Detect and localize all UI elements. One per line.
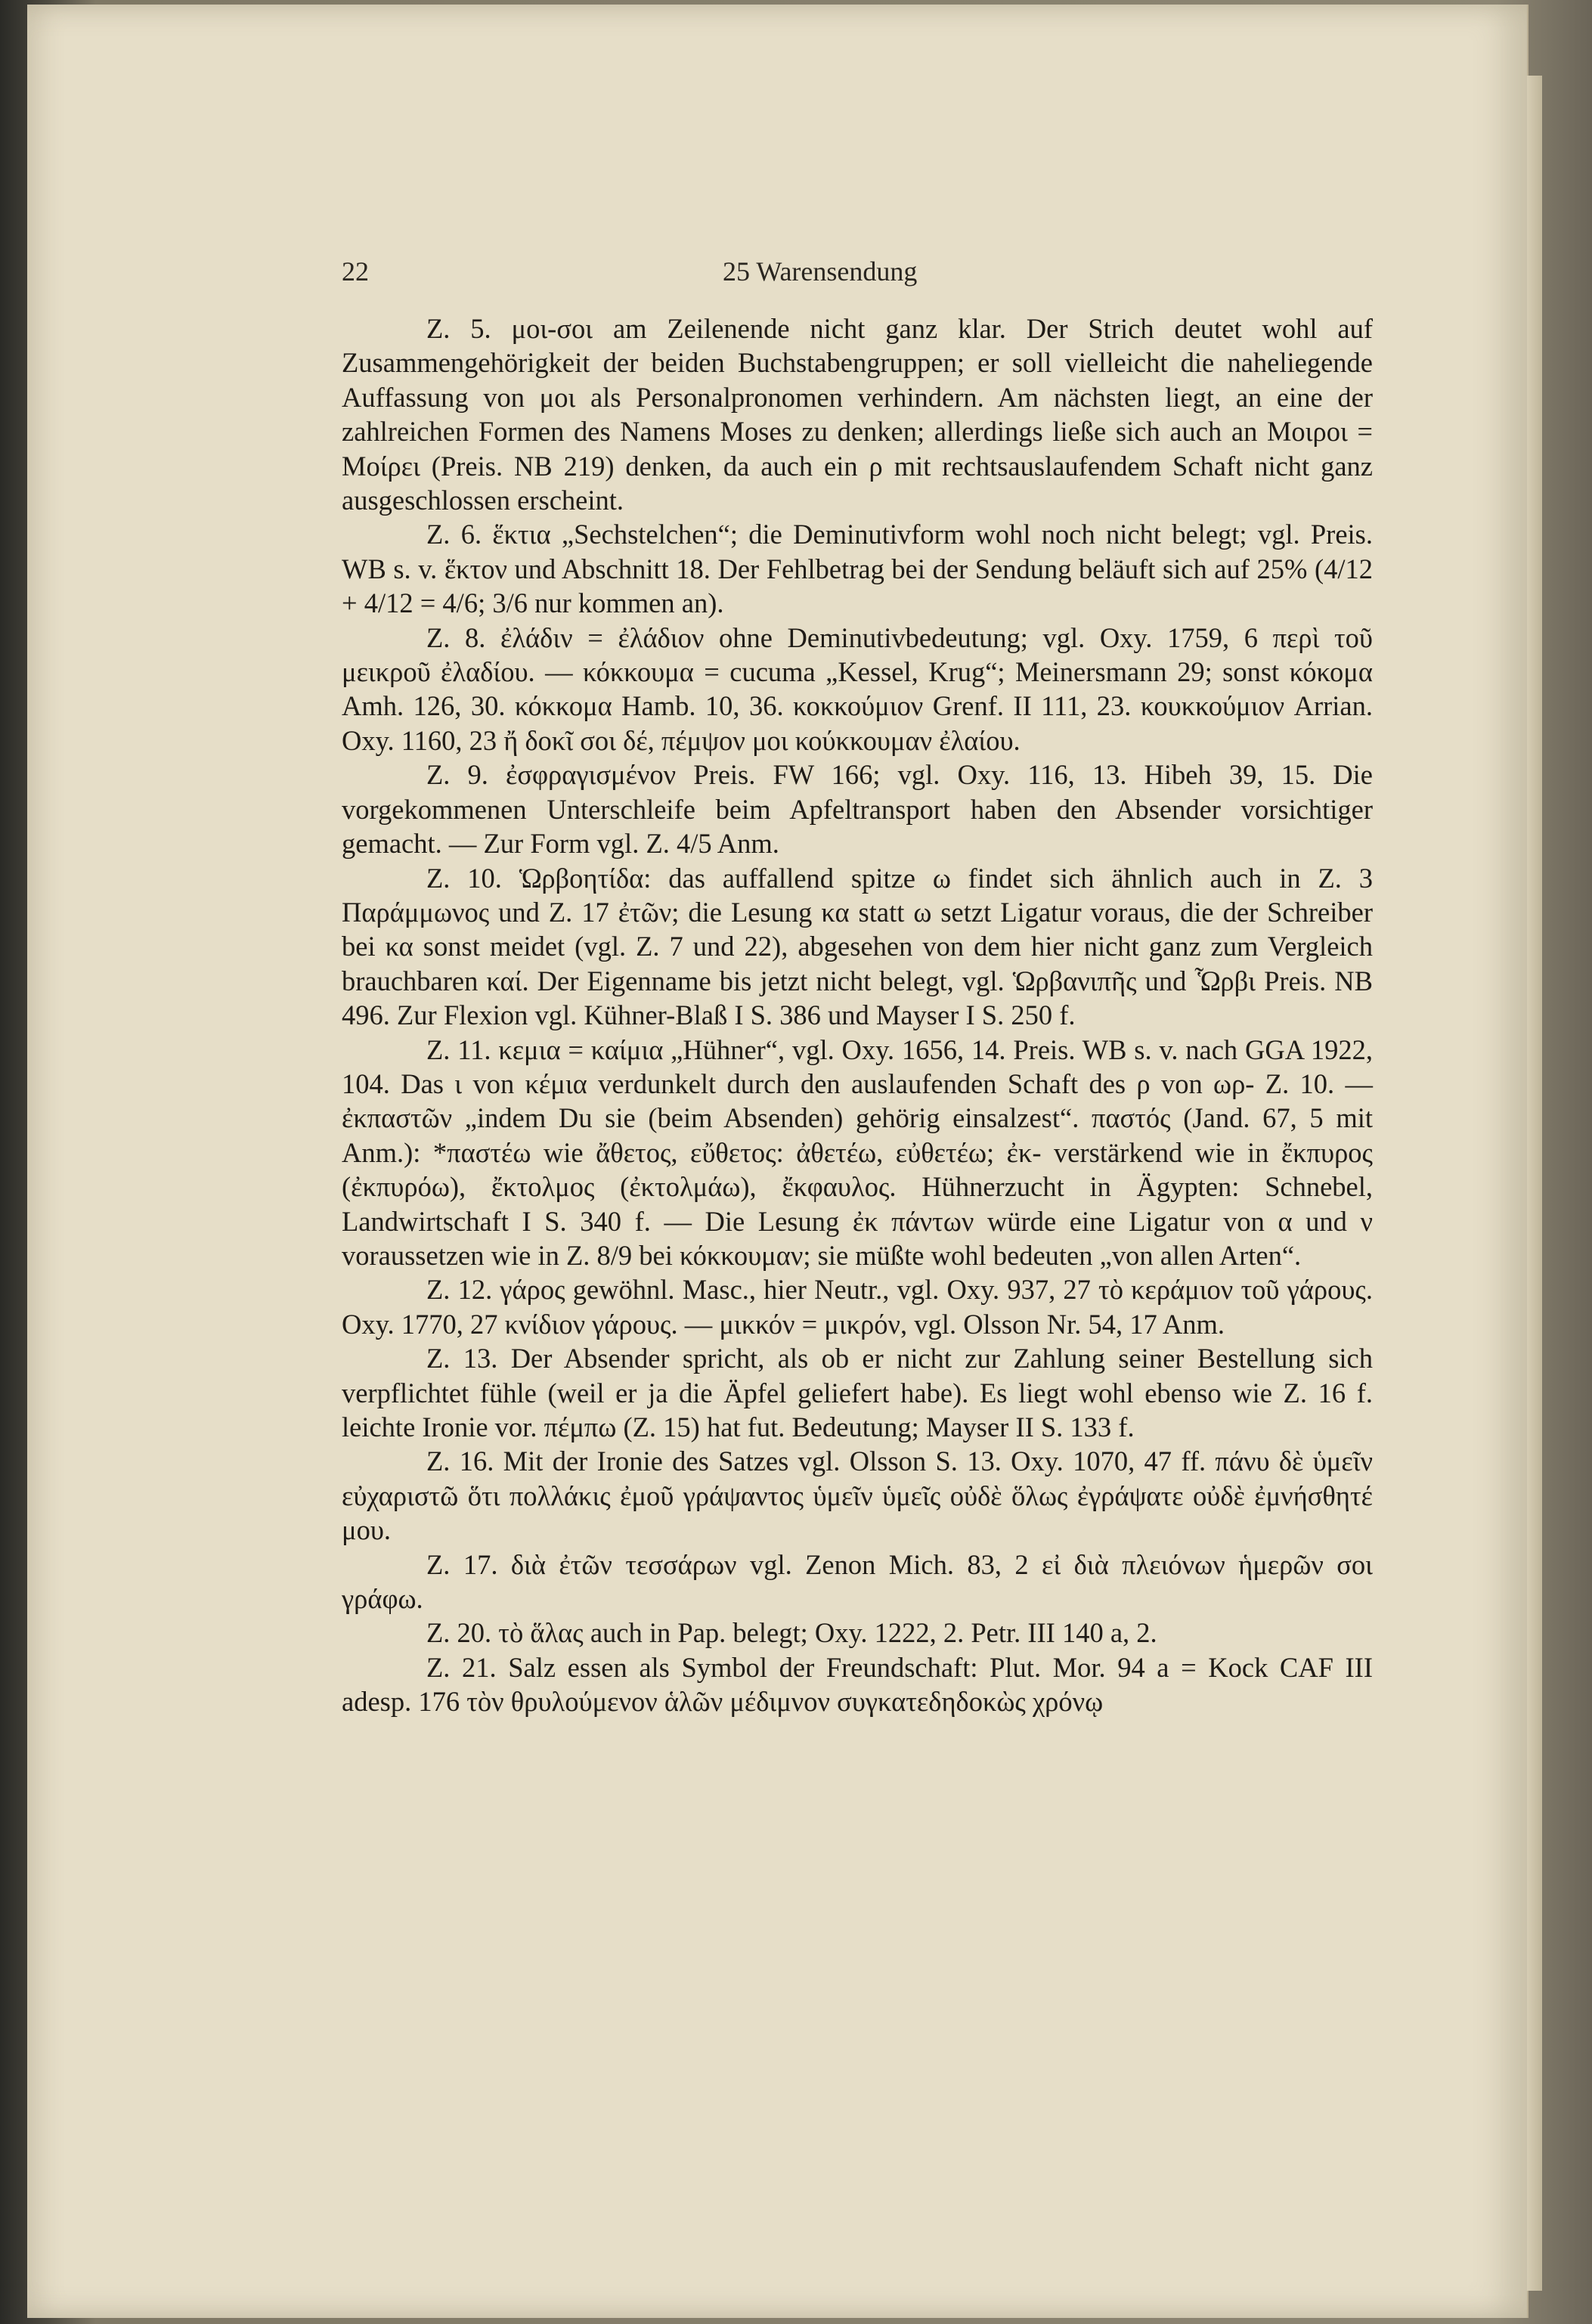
note-z10: Z. 10. Ὡρβοητίδα: das auffallend spitze ω findet sich ähnlich auch in Z. 3 Παράμμωνος und Z. 17 ἐτῶν; die Lesung κα statt ω setzt Ligatur voraus, die der Schreiber bei κα sonst meidet (vgl. Z. 7 und 22), abgesehen von dem hier nicht ganz zum Vergleich brauchbaren καί. Der Eigenname bis jetzt nicht belegt, vgl. Ὡρβανιπῆς und Ὧρβι Preis. NB 496. Zur Flexion vgl. Kühner-Blaß I S. 386 und Mayser I S. 250 f.: [342, 862, 1373, 1031]
commentary-text: [342, 311, 1373, 1719]
note-z20: Z. 20. τὸ ἅλας auch in Pap. belegt; Oxy. 1222, 2. Petr. III 140 a, 2.: [426, 1617, 1157, 1649]
note-z13: Z. 13. Der Absender spricht, als ob er nicht zur Zahlung seiner Bestellung sich verpflichtet fühle (weil er ja die Äpfel geliefert habe). Es liegt wohl ebenso wie Z. 16 f. leichte Ironie vor. πέμπω (Z. 15) hat fut. Bedeutung; Mayser II S. 133 f.: [342, 1343, 1373, 1442]
note-z5: Z. 5. μοι-σοι am Zeilenende nicht ganz klar. Der Strich deutet wohl auf Zusammengehörigkeit der beiden Buchstabengruppen; er soll vielleicht die naheliegende Auffassung von μοι als Personalpronomen verhindern. Am nächsten liegt, an eine der zahlreichen Formen des Namens Moses zu denken; allerdings ließe sich auch an Μοιροι = Μοίρει (Preis. NB 219) denken, da auch ein ρ mit rechtsauslaufendem Schaft nicht ganz ausgeschlossen erscheint.: [342, 313, 1373, 516]
page-number: 22: [342, 256, 369, 287]
note-z12: Z. 12. γάρος gewöhnl. Masc., hier Neutr., vgl. Oxy. 937, 27 τὸ κεράμιον τοῦ γάρους. Oxy. 1770, 27 κνίδιον γάρους. — μικκόν = μικρόν, vgl. Olsson Nr. 54, 17 Anm.: [342, 1274, 1373, 1340]
note-z11: Z. 11. κεμια = καίμια „Hühner“, vgl. Oxy. 1656, 14. Preis. WB s. v. nach GGA 1922, 104. Das ι von κέμια verdunkelt durch den auslaufenden Schaft des ρ von ωρ- Z. 10. — ἐκπαστῶν „indem Du sie (beim Absenden) gehörig einsalzest“. παστός (Jand. 67, 5 mit Anm.): *παστέω wie ἄθετος, εὔθετος: ἀθετέω, εὐθετέω; ἐκ- verstärkend wie in ἔκπυρος (ἐκπυρόω), ἔκτολμος (ἐκτολμάω), ἔκφαυλος. Hühnerzucht in Ägypten: Schnebel, Landwirtschaft I S. 340 f. — Die Lesung ἐκ πάντων würde eine Ligatur von α und ν voraussetzen wie in Z. 8/9 bei κόκκουμαν; sie müßte wohl bedeuten „von allen Arten“.: [342, 1033, 1373, 1271]
note-z8: Z. 8. ἐλάδιν = ἐλάδιον ohne Deminutivbedeutung; vgl. Oxy. 1759, 6 περὶ τοῦ μεικροῦ ἐλαδίου. — κόκκουμα = cucuma „Kessel, Krug“; Meinersmann 29; sonst κόκομα Amh. 126, 30. κόκκομα Hamb. 10, 36. κοκκούμιον Grenf. II 111, 23. κουκκούμιον Arrian. Oxy. 1160, 23 ἤ δοκῖ σοι δέ, πέμψον μοι κούκκουμαν ἐλαίου.: [342, 621, 1373, 756]
note-z21: Z. 21. Salz essen als Symbol der Freundschaft: Plut. Mor. 94 a = Kock CAF III adesp. 176 τὸν θρυλούμενον ἁλῶν μέδιμνον συγκατεδηδοκὼς χρόνῳ: [342, 1651, 1373, 1718]
note-z16: Z. 16. Mit der Ironie des Satzes vgl. Olsson S. 13. Oxy. 1070, 47 ff. πάνυ δὲ ὑμεῖν εὐχαριστῶ ὅτι πολλάκις ἐμοῦ γράψαντος ὑμεῖν ὑμεῖς οὐδὲ ὅλως ἐγράψατε οὐδὲ ἐμνήσθητέ μου.: [342, 1446, 1373, 1546]
next-page-edge: [1527, 76, 1542, 2291]
running-title: 25 Warensendung: [723, 256, 918, 287]
note-z6: Z. 6. ἕκτια „Sechstelchen“; die Deminutivform wohl noch nicht belegt; vgl. Preis. WB s. v. ἕκτον und Abschnitt 18. Der Fehlbetrag bei der Sendung beläuft sich auf 25% (4/12 + 4/12 = 4/6; 3/6 nur kommen an).: [342, 519, 1373, 619]
note-z9: Z. 9. ἐσφραγισμένον Preis. FW 166; vgl. Oxy. 116, 13. Hibeh 39, 15. Die vorgekommenen Unterschleife beim Apfeltransport haben den Absender vorsichtiger gemacht. — Zur Form vgl. Z. 4/5 Anm.: [342, 759, 1373, 860]
note-z17: Z. 17. διὰ ἐτῶν τεσσάρων vgl. Zenon Mich. 83, 2 εἰ διὰ πλειόνων ἡμερῶν σοι γράφω.: [342, 1548, 1373, 1615]
